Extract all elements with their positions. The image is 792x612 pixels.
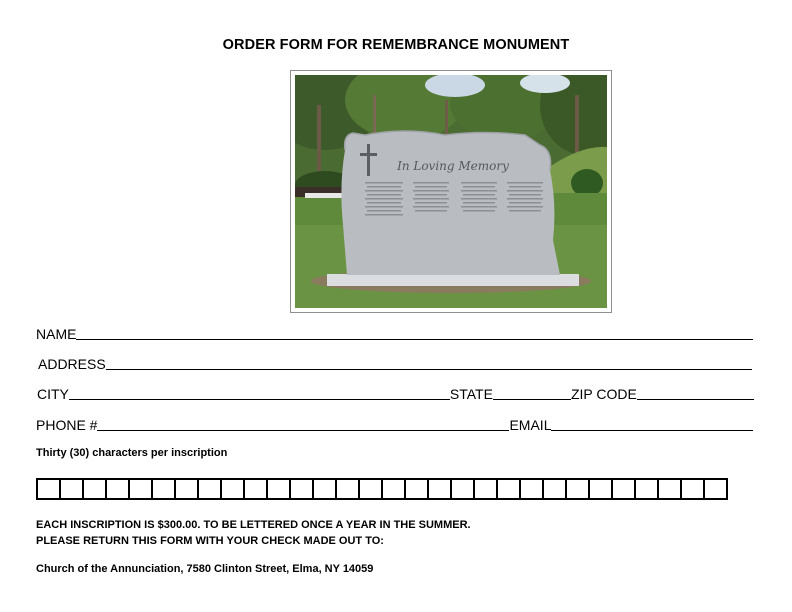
inscription-note: Thirty (30) characters per inscription [36,447,228,459]
state-label: STATE [449,386,493,402]
name-field[interactable] [76,326,753,340]
inscription-character-box[interactable] [84,480,107,498]
inscription-character-box[interactable] [199,480,222,498]
inscription-character-box[interactable] [314,480,337,498]
address-field[interactable] [106,356,752,370]
inscription-character-box[interactable] [406,480,429,498]
church-address: Church of the Annunciation, 7580 Clinton Street, Elma, NY 14059 [36,563,374,575]
return-instructions: PLEASE RETURN THIS FORM WITH YOUR CHECK MADE OUT TO: [36,535,384,547]
inscription-character-box[interactable] [429,480,452,498]
inscription-character-box[interactable] [61,480,84,498]
email-label: EMAIL [509,417,552,433]
price-note: EACH INSCRIPTION IS $300.00. TO BE LETTERED ONCE A YEAR IN THE SUMMER. [36,519,471,531]
inscription-character-box[interactable] [659,480,682,498]
inscription-character-box[interactable] [107,480,130,498]
inscription-character-box[interactable] [475,480,498,498]
name-label: NAME [36,326,77,342]
inscription-character-box[interactable] [360,480,383,498]
inscription-character-box[interactable] [245,480,268,498]
inscription-character-box[interactable] [544,480,567,498]
zip-code-field[interactable] [637,386,754,400]
inscription-character-box[interactable] [452,480,475,498]
phone-email-row [36,417,753,433]
inscription-character-box[interactable] [682,480,705,498]
inscription-character-box[interactable] [153,480,176,498]
inscription-character-box[interactable] [176,480,199,498]
inscription-character-box[interactable] [383,480,406,498]
page-title: ORDER FORM FOR REMEMBRANCE MONUMENT [222,37,570,53]
address-row [38,356,752,372]
zip-code-label: ZIP CODE [570,386,637,402]
inscription-character-box[interactable] [521,480,544,498]
phone-label: PHONE # [36,417,98,433]
city-state-zip-row [37,386,754,402]
inscription-character-box[interactable] [337,480,360,498]
phone-field[interactable] [97,417,509,431]
inscription-character-box[interactable] [38,480,61,498]
email-field[interactable] [551,417,753,431]
monument-photo [290,70,612,313]
inscription-character-box[interactable] [567,480,590,498]
inscription-character-box[interactable] [498,480,521,498]
name-row [36,326,753,342]
inscription-character-box[interactable] [222,480,245,498]
city-label: CITY [37,386,69,402]
state-field[interactable] [493,386,571,400]
inscription-character-box[interactable] [268,480,291,498]
inscription-character-box[interactable] [636,480,659,498]
engraving-text: In Loving Memory [397,159,509,173]
inscription-character-box[interactable] [130,480,153,498]
city-field[interactable] [69,386,450,400]
address-label: ADDRESS [38,356,106,372]
inscription-character-box[interactable] [613,480,636,498]
inscription-character-box[interactable] [291,480,314,498]
inscription-character-boxes[interactable] [36,478,728,500]
inscription-character-box[interactable] [590,480,613,498]
inscription-character-box[interactable] [705,480,726,498]
monument-image [295,75,607,308]
